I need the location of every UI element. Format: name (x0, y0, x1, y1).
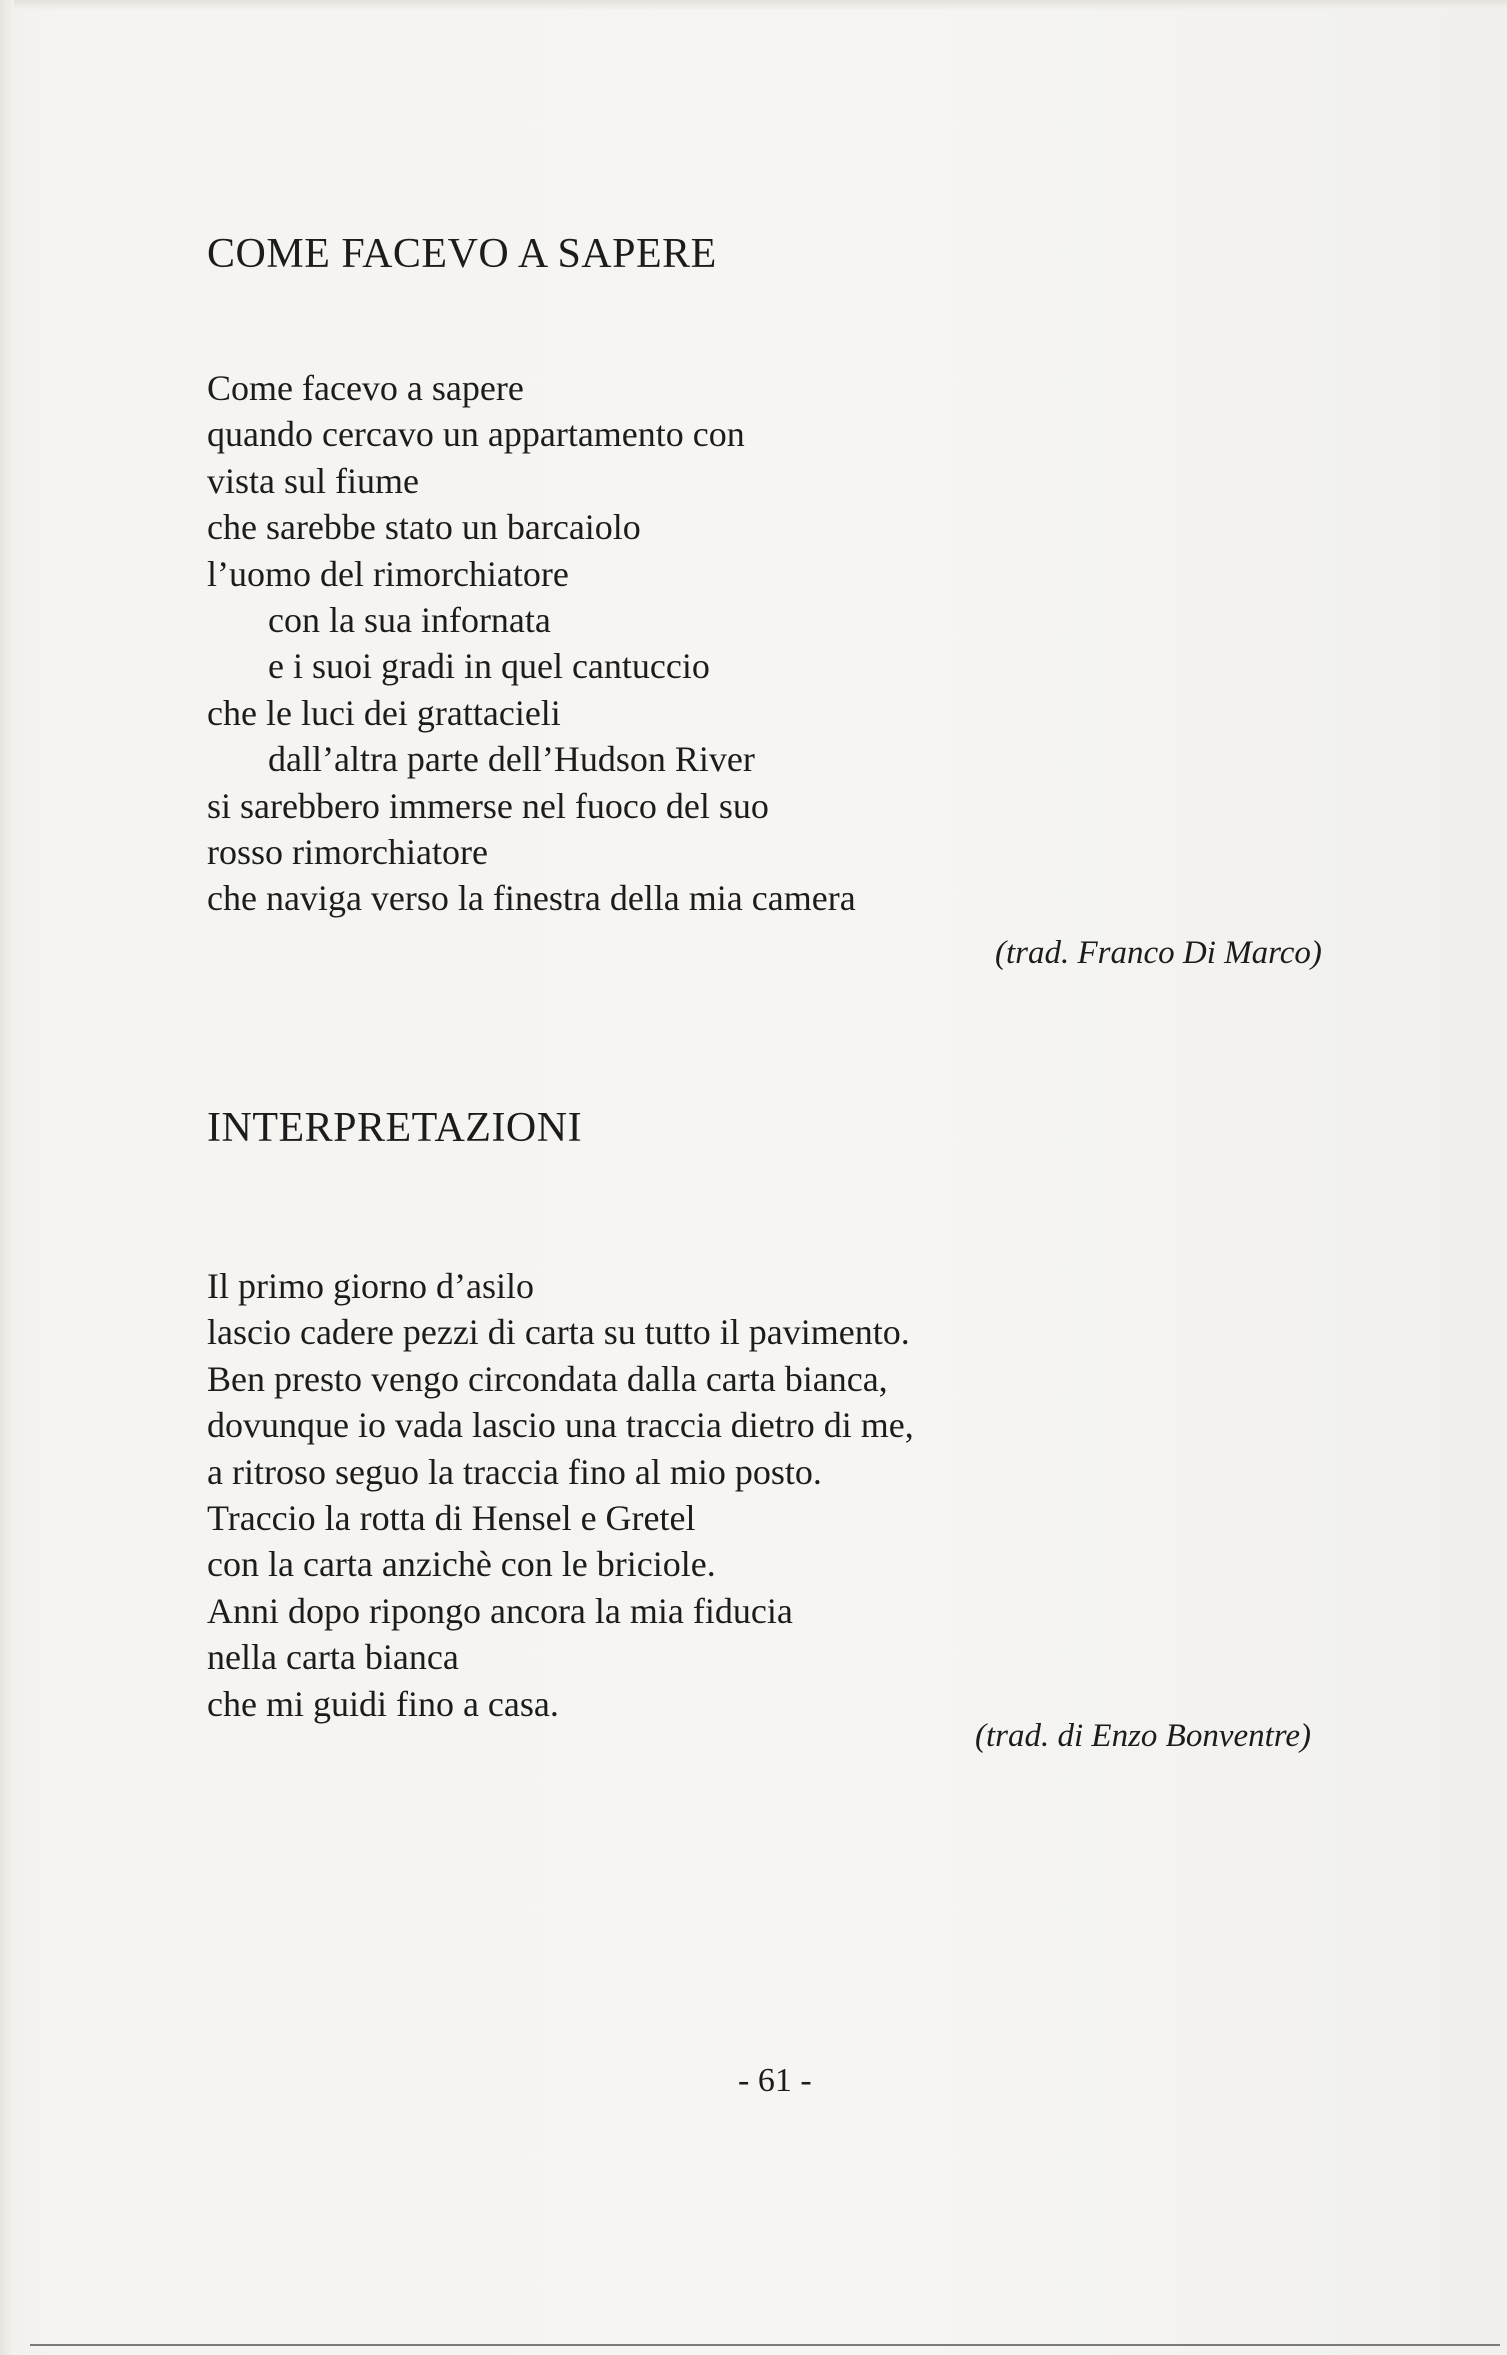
poem-line: Il primo giorno d’asilo (207, 1266, 534, 1306)
poem-interpretazioni (207, 1107, 1377, 1727)
poem-line: quando cercavo un appartamento con (207, 414, 745, 455)
poem-line: che mi guidi fino a casa. (207, 1683, 559, 1724)
page-left-edge (0, 0, 14, 2355)
poem-line: Anni dopo ripongo ancora la mia fiducia (207, 1590, 793, 1631)
page-number: - 61 - (738, 2062, 812, 2099)
translator-credit: (trad. Franco Di Marco) (995, 935, 1322, 971)
poem-lines (207, 365, 1377, 922)
poem-line: lascio cadere pezzi di carta su tutto il pavimento. (207, 1312, 910, 1353)
poem-line: e i suoi gradi in quel cantuccio (268, 646, 710, 687)
poem-line: con la carta anzichè con le briciole. (207, 1544, 716, 1585)
poem-line: a ritroso seguo la traccia fino al mio posto. (207, 1451, 822, 1492)
poem-come-facevo-a-sapere (207, 233, 1377, 922)
poem-title: INTERPRETAZIONI (207, 1105, 583, 1151)
poem-line: l’uomo del rimorchiatore (207, 553, 569, 594)
poem-line: Come facevo a sapere (207, 368, 524, 408)
poem-line: che sarebbe stato un barcaiolo (207, 507, 641, 548)
translator-credit: (trad. di Enzo Bonventre) (975, 1718, 1312, 1754)
poem-line: dall’altra parte dell’Hudson River (268, 739, 755, 780)
poem-line: Traccio la rotta di Hensel e Gretel (207, 1497, 696, 1538)
poem-line: nella carta bianca (207, 1637, 459, 1678)
poem-line: Ben presto vengo circondata dalla carta bianca, (207, 1358, 888, 1399)
poem-title: COME FACEVO A SAPERE (207, 231, 717, 277)
poem-line: che le luci dei grattacieli (207, 692, 561, 733)
poem-line: che naviga verso la finestra della mia camera (207, 878, 856, 919)
poem-line: dovunque io vada lascio una traccia dietro di me, (207, 1405, 914, 1446)
poem-line: vista sul fiume (207, 460, 419, 501)
bottom-rule (30, 2344, 1500, 2346)
page-top-edge (0, 0, 1507, 10)
poem-line: si sarebbero immerse nel fuoco del suo (207, 785, 769, 826)
poem-lines (207, 1263, 1377, 1727)
poem-line: rosso rimorchiatore (207, 831, 488, 872)
poem-line: con la sua infornata (268, 599, 551, 640)
